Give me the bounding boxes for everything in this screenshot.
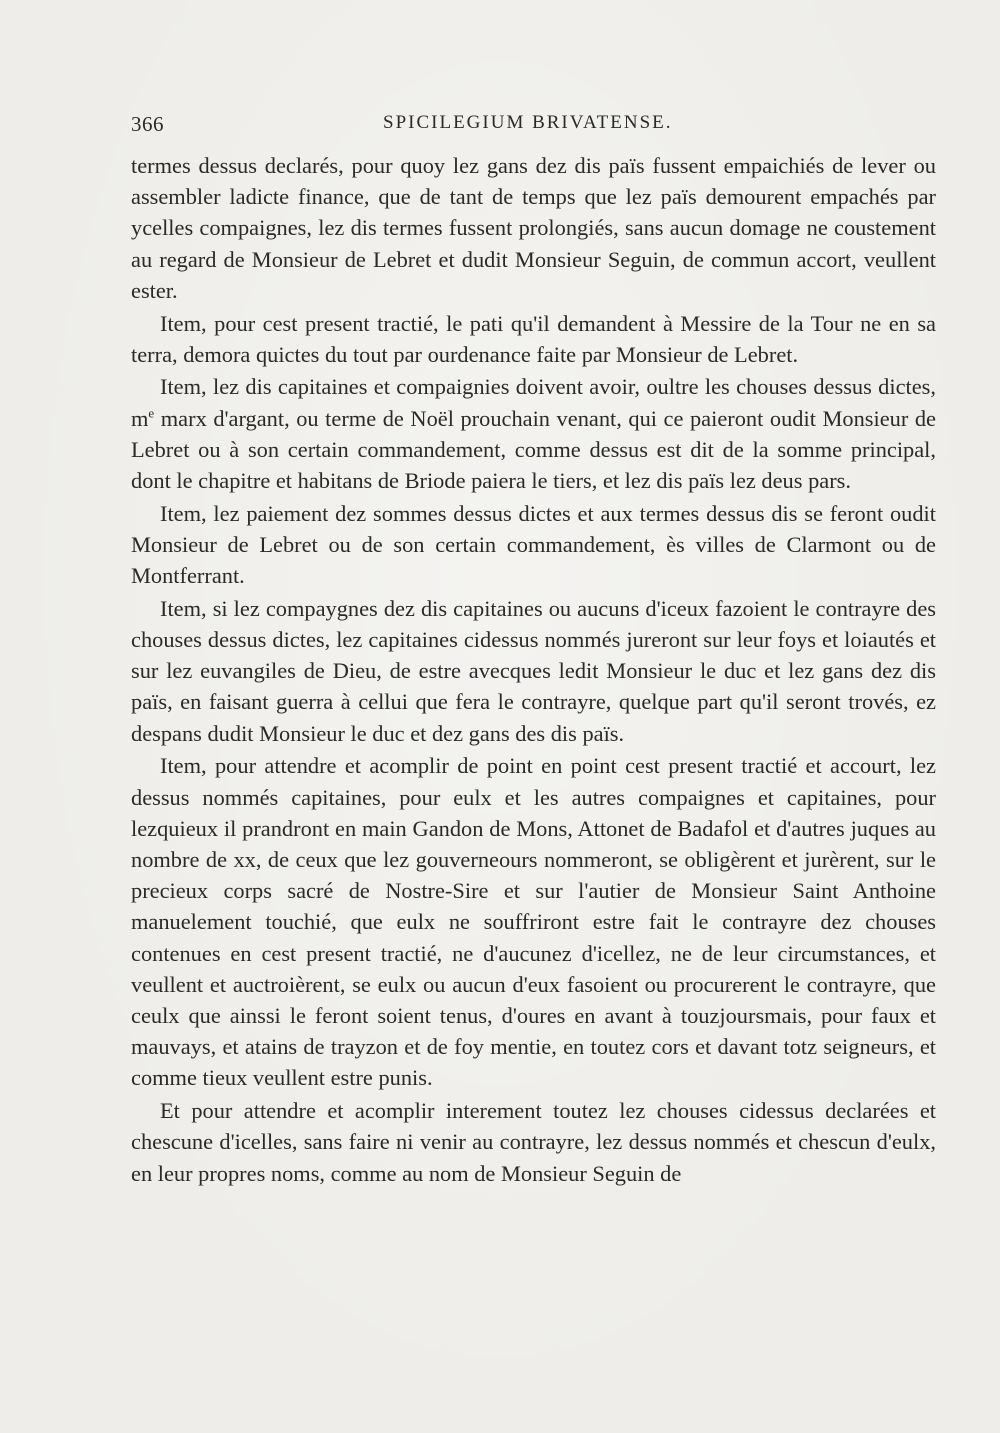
paragraph: Et pour attendre et acomplir interement toutez lez chouses cidessus declarées et chescune d'icelles, sans faire ni venir au contrayre, lez dessus nommés et chescun d'eulx, en leur propres noms, comme au nom de Monsieur Seguin de: [131, 1098, 936, 1186]
paragraph: Item, si lez compaygnes dez dis capitaines ou aucuns d'iceux fazoient le contrayre des chouses dessus dictes, lez capitaines cidessus nommés jureront sur leur foys et loiautés et sur lez euvangiles de Dieu, de estre avecques ledit Monsieur le duc et lez gans dez dis païs, en faisant guerra à cellui que fera le contrayre, quelque part qu'il seront trovés, ez despans dudit Monsieur le duc et dez gans des dis païs.: [131, 595, 936, 746]
paragraph: [131, 371, 936, 496]
body-text: [131, 150, 936, 1190]
page-number: 366: [131, 112, 164, 136]
paragraph: termes dessus declarés, pour quoy lez gans dez dis païs fussent empaichiés de lever ou assembler ladicte finance, que de tant de temps que lez païs demourent empachés par ycelles compaignes, lez dis termes fussent prolongiés, sans aucun domage ne coustement au regard de Monsieur de Lebret et dudit Monsieur Seguin, de commun accort, veullent ester.: [131, 153, 936, 303]
paragraph-text: Item, lez dis capitaines et compaignies doivent avoir, oultre les chouses dessus dictes, m: [131, 374, 936, 431]
paragraph: Item, lez paiement dez sommes dessus dictes et aux termes dessus dis se feront oudit Monsieur de Lebret ou de son certain commandement, ès villes de Clarmont ou de Montferrant.: [131, 500, 936, 589]
paragraph-text: marx d'argant, ou terme de Noël prouchain venant, qui ce paieront oudit Monsieur de Lebret ou à son certain commandement, comme dessus est dit de la somme principal, dont le chapitre et habitans de Briode paiera le tiers, et lez dis païs lez deus pars.: [131, 405, 936, 494]
paragraph: Item, pour cest present tractié, le pati qu'il demandent à Messire de la Tour ne en sa terra, demora quictes du tout par ourdenance faite par Monsieur de Lebret.: [131, 310, 936, 367]
running-title: SPICILEGIUM BRIVATENSE.: [383, 112, 673, 133]
page-header: [131, 112, 931, 142]
paragraph: Item, pour attendre et acomplir de point en point cest present tractié et accourt, lez dessus nommés capitaines, pour eulx et les autres compaignes et capitaines, pour lezquieux il prandront en main Gandon de Mons, Attonet de Badafol et d'autres juques au nombre de xx, de ceux que lez gouverneours nommeront, se obligèrent et jurèrent, sur le precieux corps sacré de Nostre-Sire et sur l'autier de Monsieur Saint Anthoine manuelement touchié, que eulx ne souffriront estre fait le contrayre dez chouses contenues en cest present tractié, ne d'aucunez d'icellez, ne de leur circumstances, et veullent et auctroièrent, se eulx ou aucun d'eux fasoient ou procurerent le contrayre, que ceulx que ainssi le feront soient tenus, d'oures en avant à touzjoursmais, pour faux et mauvays, et atains de trayzon et de foy mentie, en toutez cors et davant totz seigneurs, et comme tieux veullent estre punis.: [131, 753, 936, 1091]
superscript: e: [148, 405, 155, 421]
